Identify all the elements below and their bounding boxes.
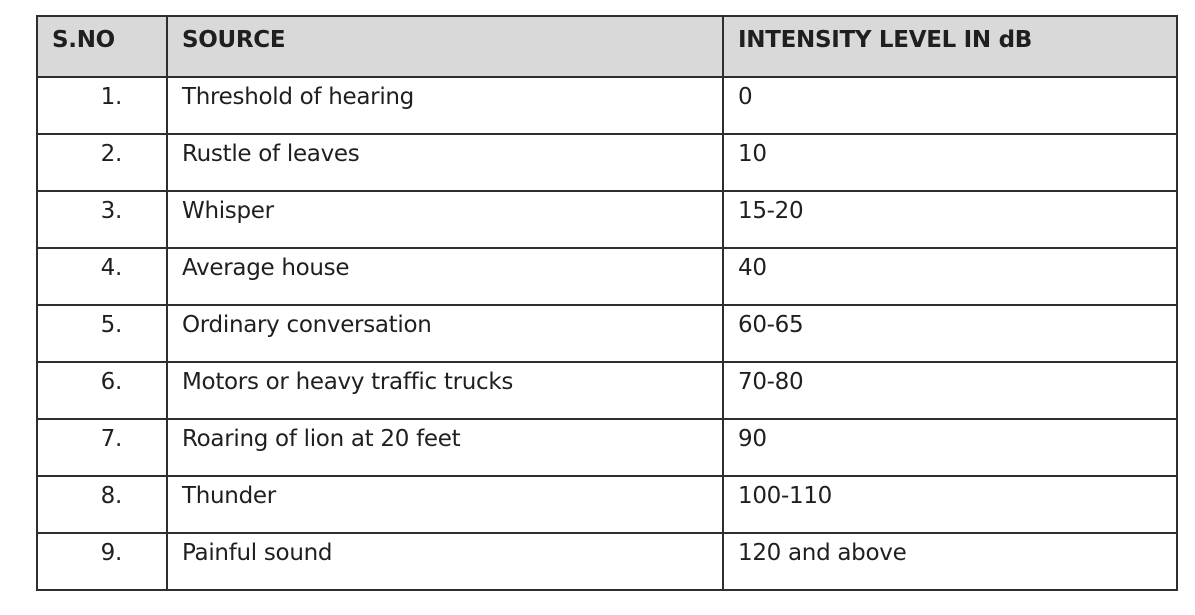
cell-source: Average house xyxy=(167,248,723,305)
cell-intensity: 60-65 xyxy=(723,305,1177,362)
cell-source: Roaring of lion at 20 feet xyxy=(167,419,723,476)
cell-source: Rustle of leaves xyxy=(167,134,723,191)
cell-source: Threshold of hearing xyxy=(167,77,723,134)
header-source: SOURCE xyxy=(167,16,723,77)
cell-intensity: 40 xyxy=(723,248,1177,305)
cell-sno: 6. xyxy=(37,362,167,419)
cell-source: Thunder xyxy=(167,476,723,533)
cell-intensity: 10 xyxy=(723,134,1177,191)
table-body xyxy=(37,77,1177,590)
cell-source: Whisper xyxy=(167,191,723,248)
table-row xyxy=(37,134,1177,191)
cell-intensity: 120 and above xyxy=(723,533,1177,590)
table-row xyxy=(37,362,1177,419)
table-row xyxy=(37,248,1177,305)
cell-intensity: 0 xyxy=(723,77,1177,134)
cell-sno: 9. xyxy=(37,533,167,590)
cell-intensity: 15-20 xyxy=(723,191,1177,248)
sound-intensity-table xyxy=(36,15,1178,591)
table-row xyxy=(37,476,1177,533)
cell-source: Painful sound xyxy=(167,533,723,590)
table-header xyxy=(37,16,1177,77)
cell-intensity: 70-80 xyxy=(723,362,1177,419)
cell-intensity: 90 xyxy=(723,419,1177,476)
cell-sno: 7. xyxy=(37,419,167,476)
cell-sno: 2. xyxy=(37,134,167,191)
cell-sno: 4. xyxy=(37,248,167,305)
header-sno: S.NO xyxy=(37,16,167,77)
header-intensity: INTENSITY LEVEL IN dB xyxy=(723,16,1177,77)
header-row xyxy=(37,16,1177,77)
table-row xyxy=(37,419,1177,476)
cell-sno: 1. xyxy=(37,77,167,134)
cell-sno: 3. xyxy=(37,191,167,248)
cell-source: Motors or heavy traffic trucks xyxy=(167,362,723,419)
table-row xyxy=(37,305,1177,362)
cell-source: Ordinary conversation xyxy=(167,305,723,362)
cell-sno: 5. xyxy=(37,305,167,362)
table-row xyxy=(37,77,1177,134)
cell-sno: 8. xyxy=(37,476,167,533)
table-row xyxy=(37,533,1177,590)
cell-intensity: 100-110 xyxy=(723,476,1177,533)
table-row xyxy=(37,191,1177,248)
